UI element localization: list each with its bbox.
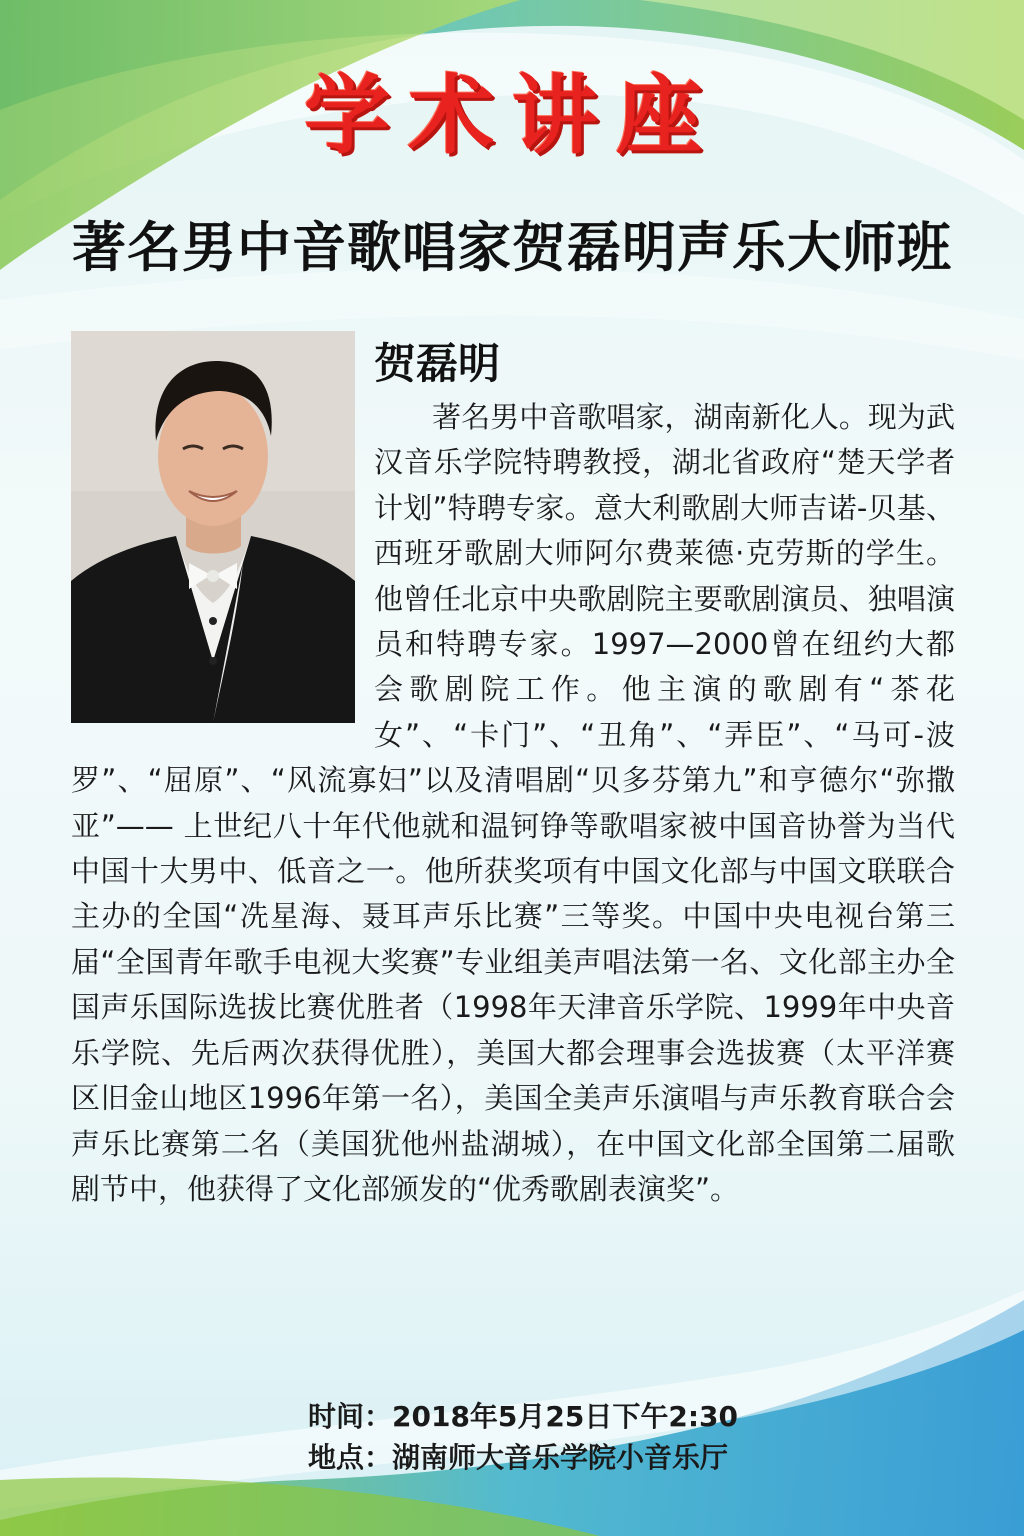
bio-text: 著名男中音歌唱家，湖南新化人。现为武汉音乐学院特聘教授，湖北省政府“楚天学者计划”特聘专家。意大利歌剧大师吉诺-贝基、西班牙歌剧大师阿尔费莱德·克劳斯的学生。他曾任北京中央歌剧院主要歌剧演员、独唱演员和特聘专家。1997—2000曾在纽约大都会歌剧院工作。他主演的歌剧有“茶花女”、“卡门”、“丑角”、“弄臣”、“马可-波罗”、“屈原”、“风流寡妇”以及清唱剧“贝多芬第九”和亨德尔“弥撒亚”—— 上世纪八十年代他就和温钶铮等歌唱家被中国音协誉为当代中国十大男中、低音之一。他所获奖项有中国文化部与中国文联联合主办的全国“冼星海、聂耳声乐比赛”三等奖。中国中央电视台第三届“全国青年歌手电视大奖赛”专业组美声唱法第一名、文化部主办全国声乐国际选拔比赛优胜者（1998年天津音乐学院、1999年中央音乐学院、先后两次获得优胜），美国大都会理事会选拔赛（太平洋赛区旧金山地区1996年第一名），美国全美声乐演唱与声乐教育联合会声乐比赛第二名（美国犹他州盐湖城），在中国文化部全国第二届歌剧节中，他获得了文化部颁发的“优秀歌剧表演奖”。 bbox=[71, 400, 955, 1206]
event-time: 时间：2018年5月25日下午2:30 bbox=[308, 1400, 739, 1433]
main-title: 学术讲座 bbox=[304, 66, 720, 166]
speaker-bio bbox=[71, 395, 955, 1212]
speaker-name: 贺磊明 bbox=[374, 339, 501, 388]
subtitle: 著名男中音歌唱家贺磊明声乐大师班 bbox=[72, 215, 952, 279]
event-location: 地点：湖南师大音乐学院小音乐厅 bbox=[308, 1441, 729, 1474]
photo-float-spacer bbox=[71, 395, 374, 731]
